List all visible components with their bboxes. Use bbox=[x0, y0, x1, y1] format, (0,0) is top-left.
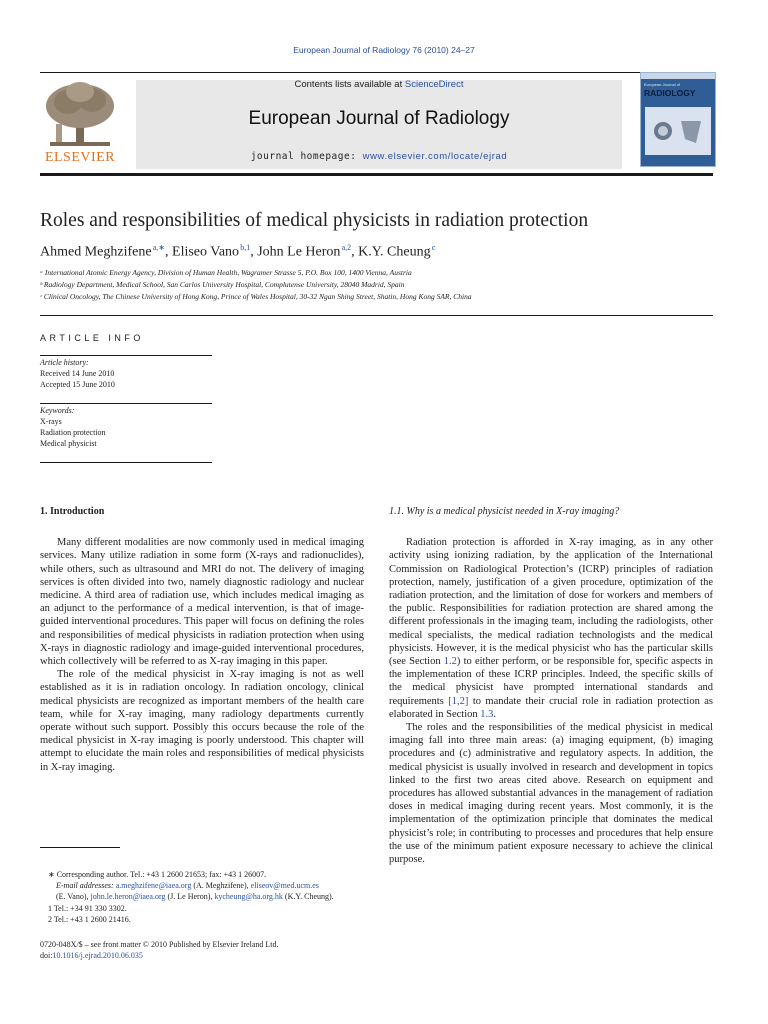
paragraph: The role of the medical physicist in X-ray imaging is not as well established as it is in radiation oncology. In radiation oncology, clinical medical physicists are recognized as important members of the health care team, while for X-ray imaging, many radiology departments currently operate without such support. Possibly this occurs because the role of the medical physicist in X-ray imaging is poorly understood. This chapter will attempt to elucidate the main roles and responsibilities of medical physicists in X-ray imaging. bbox=[40, 669, 364, 773]
author-affiliation-marker[interactable]: b,1 bbox=[240, 243, 251, 252]
paragraph bbox=[389, 536, 713, 721]
homepage-link[interactable]: www.elsevier.com/locate/ejrad bbox=[362, 151, 508, 162]
email-addresses bbox=[40, 881, 378, 902]
email-link[interactable]: kycheung@ha.org.hk bbox=[214, 891, 283, 901]
info-rule bbox=[40, 355, 212, 356]
accepted-date: Accepted 15 June 2010 bbox=[40, 380, 115, 389]
author-name: John Le Heron bbox=[257, 244, 341, 260]
journal-title: European Journal of Radiology bbox=[248, 108, 510, 129]
header-top-rule bbox=[40, 72, 713, 73]
keyword-item: X-rays bbox=[40, 417, 62, 426]
text-run: Radiation protection is afforded in X-ray imaging, as in any other activity using ionizing radiation, by the application of the International Commission on Radiological Protection’s (ICRP) principles of radiation protection, namely, justification of a given procedure, optimization of the radiation protection, and the limitation of dose for workers and members of the public. Responsibilities for radiation protection are shared among the different professionals in the imaging team, including the radiologists, other medical specialists, the medical radiation technologists and the medical physicists. However, it is the medical physicist who has the particular skills (see Section bbox=[389, 537, 713, 668]
paragraph: Many different modalities are now commonly used in medical imaging services. Many utilize radiation in some form (X-rays and radionuclides), while others, such as ultrasound and MRI do not. The delivery of imaging services is often divided into two, namely diagnostic radiology and nuclear medicine. A third area of radiation use, which includes medical imaging as an adjunct to the performance of a medical intervention, is that of image-guided interventional procedures. This paper will focus on defining the roles and responsibilities of medical physicists in radiation protection when using X-rays in diagnostic radiology and image-guided interventional procedures, which collectively will be referred to as X-ray imaging in this paper. bbox=[40, 537, 364, 668]
contents-prefix: Contents lists available at bbox=[294, 79, 405, 90]
email-link[interactable]: john.le.heron@iaea.org bbox=[90, 891, 166, 901]
email-label: E-mail addresses: bbox=[56, 881, 116, 890]
contents-line bbox=[136, 79, 622, 90]
copyright-block bbox=[40, 939, 278, 961]
email-owner: (J. Le Heron), bbox=[165, 891, 215, 901]
article-history-label: Article history: bbox=[40, 358, 89, 367]
citation-link[interactable]: [1,2] bbox=[448, 695, 469, 707]
footnote-2: 2 Tel.: +43 1 2600 21416. bbox=[48, 915, 131, 924]
email-owner: (K.Y. Cheung). bbox=[282, 891, 334, 901]
section-heading: 1. Introduction bbox=[40, 506, 105, 517]
journal-homepage bbox=[136, 151, 622, 162]
email-owner: (E. Vano), bbox=[56, 891, 91, 901]
author-list: Ahmed Meghzifene $^{a,∗}$, Eliseo Vano $^{b,1}$, John Le Heron $^{a,2}$, K.Y. Cheung $^c$ bbox=[40, 243, 436, 260]
sciencedirect-link[interactable]: ScienceDirect bbox=[404, 79, 464, 90]
section-link[interactable]: 1.2 bbox=[443, 656, 457, 668]
homepage-prefix: journal homepage: bbox=[250, 151, 363, 162]
doi-line bbox=[40, 950, 278, 961]
received-date: Received 14 June 2010 bbox=[40, 369, 115, 378]
keywords-label: Keywords: bbox=[40, 406, 75, 415]
keyword-item: Medical physicist bbox=[40, 439, 97, 448]
journal-reference[interactable]: European Journal of Radiology 76 (2010) 24–27 bbox=[293, 45, 475, 55]
affiliation-c: ᶜ Clinical Oncology, The Chinese University of Hong Kong, Prince of Wales Hospital, 30-32 Ngan Shing Street, Shatin, Hong Kong SAR, China bbox=[40, 292, 472, 301]
elsevier-wordmark: ELSEVIER bbox=[44, 150, 116, 165]
author-name: Ahmed Meghzifene bbox=[40, 244, 152, 260]
article-title: Roles and responsibilities of medical physicists in radiation protection bbox=[40, 210, 589, 231]
paragraph: The roles and the responsibilities of the medical physicist in medical imaging fall into three main areas: (a) imaging equipment, (b) imaging procedures and (c) administrative and regulatory aspects. In addition, the medical physicist is usually involved in research and development in topics linked to the first two areas cited above. Research on equipment and procedures has allowed substantial advances in the management of radiation doses in medical imaging during recent years. Most commonly, it is the implementation of the optimization principle that dominates the medical physicist’s role; in contributing to processes and procedures that help ensure the use of the minimum patient exposure necessary to achieve the clinical purpose. bbox=[389, 722, 713, 866]
footnote-1: 1 Tel.: +34 91 330 3302. bbox=[48, 904, 127, 913]
affiliation-a: ᵃ International Atomic Energy Agency, Division of Human Health, Wagramer Strasse 5, P.O. Box 100, 1400 Vienna, Austria bbox=[40, 268, 412, 277]
section-divider bbox=[40, 315, 713, 316]
corresponding-author-note: ∗ Corresponding author. Tel.: +43 1 2600 21653; fax: +43 1 26007. bbox=[48, 870, 267, 879]
doi-link[interactable]: 10.1016/j.ejrad.2010.06.035 bbox=[52, 951, 143, 960]
email-link[interactable]: eliseov@med.ucm.es bbox=[250, 881, 319, 890]
author-affiliation-marker[interactable]: a,∗ bbox=[152, 243, 166, 252]
text-run: to mandate their crucial role in radiation protection as elaborated in Section bbox=[389, 695, 714, 720]
footnote-rule bbox=[40, 847, 120, 848]
email-owner: (A. Meghzifene), bbox=[191, 881, 251, 890]
cover-subtitle: European Journal of bbox=[644, 82, 681, 87]
article-info-heading: ARTICLE INFO bbox=[40, 333, 144, 343]
affiliation-b: ᵇ Radiology Department, Medical School, San Carlos University Hospital, Complutense University, 28040 Madrid, Spain bbox=[40, 280, 405, 289]
email-link[interactable]: a.meghzifene@iaea.org bbox=[115, 881, 192, 890]
author-name: Eliseo Vano bbox=[172, 244, 240, 260]
copyright-line: 0720-048X/$ – see front matter © 2010 Published by Elsevier Ireland Ltd. bbox=[40, 940, 279, 949]
info-rule bbox=[40, 403, 212, 404]
doi-prefix: doi: bbox=[40, 951, 53, 960]
section-link[interactable]: 1.3 bbox=[480, 708, 494, 720]
text-run: . bbox=[493, 708, 497, 720]
subsection-heading: 1.1. Why is a medical physicist needed in X-ray imaging? bbox=[389, 506, 620, 517]
text-run: ) to either perform, or be responsible for, specific aspects in the implementation of these ICRP principles. Indeed, the specific skills of the medical physicist have prompted international standards and requirements bbox=[389, 656, 713, 707]
right-column bbox=[389, 505, 713, 866]
keyword-item: Radiation protection bbox=[40, 428, 106, 437]
left-column bbox=[40, 505, 364, 774]
info-rule bbox=[40, 462, 212, 463]
author-name: K.Y. Cheung bbox=[358, 244, 431, 260]
header-bottom-rule bbox=[40, 173, 713, 176]
cover-title: RADIOLOGY bbox=[644, 88, 696, 98]
author-affiliation-marker[interactable]: a,2 bbox=[341, 243, 352, 252]
author-affiliation-marker[interactable]: c bbox=[431, 243, 436, 252]
